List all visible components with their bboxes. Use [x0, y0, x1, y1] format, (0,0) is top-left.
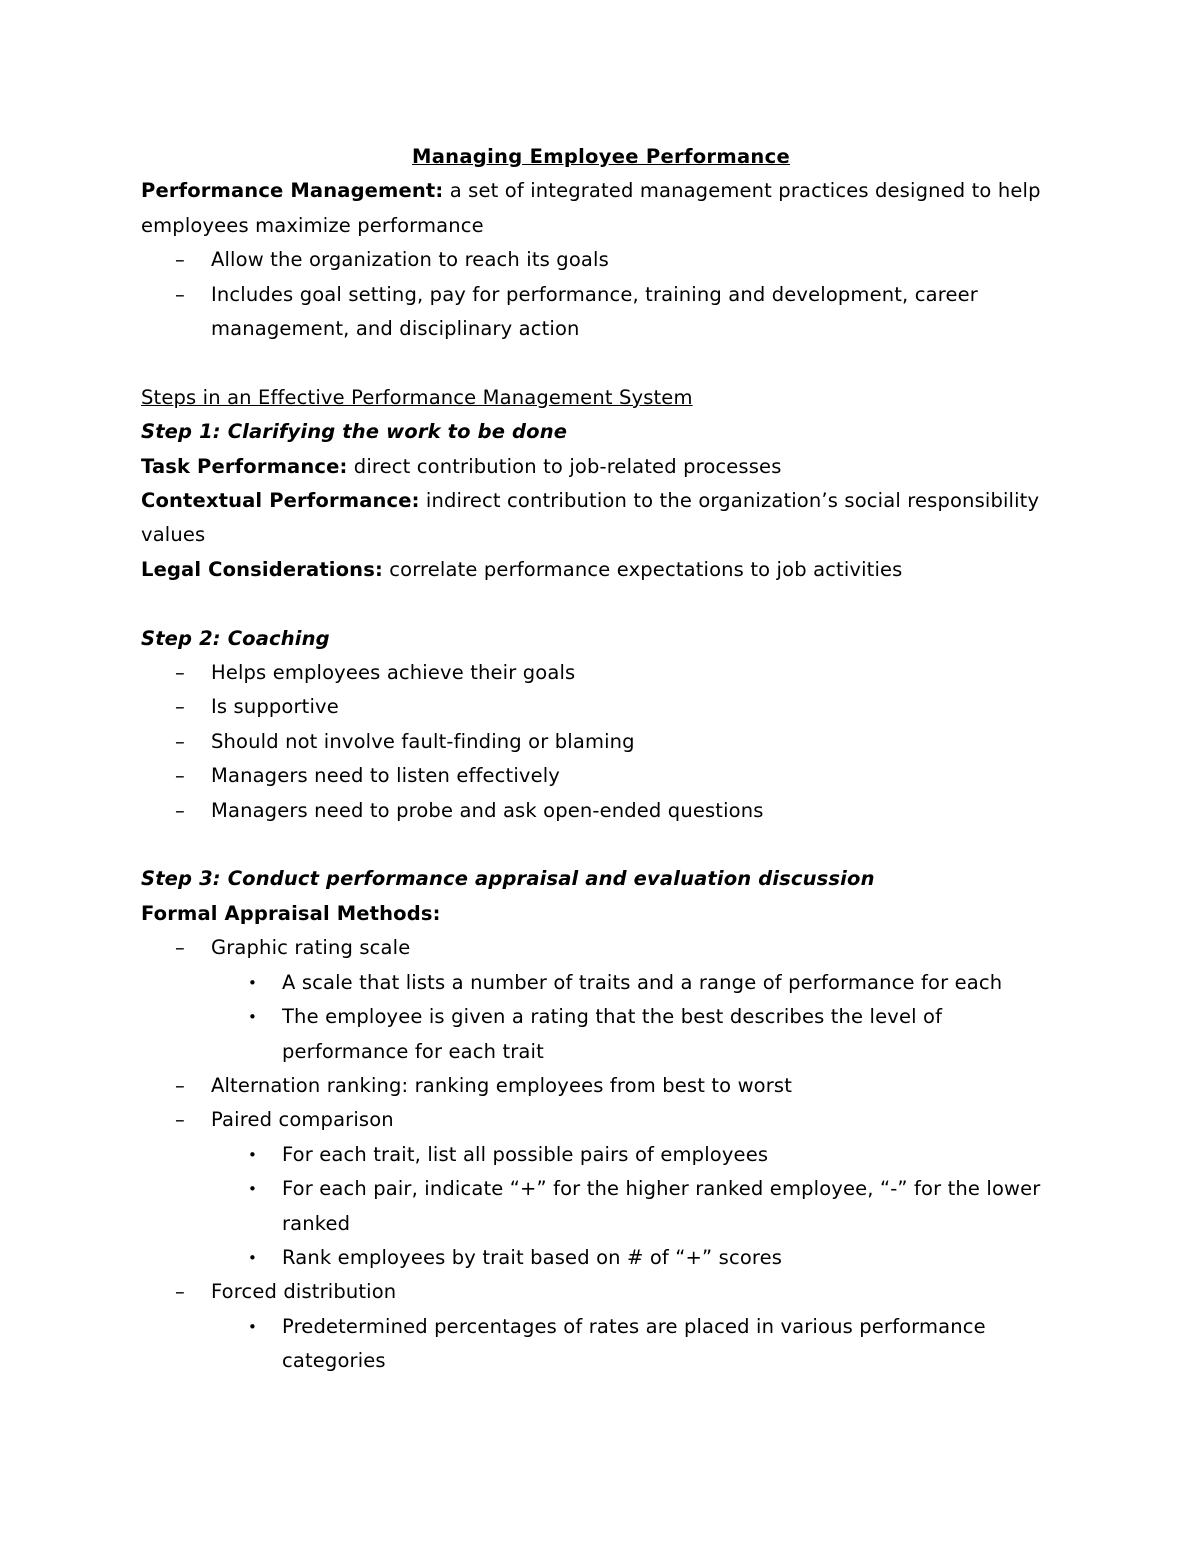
list-item: – Allow the organization to reach its goals [141, 243, 1061, 277]
dash-marker: – [175, 1280, 185, 1304]
list-item: – Managers need to listen effectively [141, 759, 1061, 793]
sub-list-item: • For each trait, list all possible pairs of employees [141, 1138, 1061, 1172]
sub-list-item: • The employee is given a rating that the best describes the level of [141, 1000, 1061, 1034]
sub-list-item-cont: ranked [282, 1211, 351, 1235]
sub-list-item-cont: performance for each trait [282, 1039, 544, 1063]
bullet-marker: • [248, 1317, 257, 1336]
pm-definition-line [141, 174, 1061, 208]
step3-heading: Step 3: Conduct performance appraisal and evaluation discussion [141, 867, 875, 891]
list-item: – Is supportive [141, 690, 1061, 724]
list-item: – Paired comparison [141, 1103, 1061, 1137]
pm-definition-cont: employees maximize performance [141, 213, 484, 237]
list-item: – Includes goal setting, pay for performance, training and development, career [141, 278, 1061, 312]
dash-marker: – [175, 695, 185, 719]
bullet-marker: • [248, 1248, 257, 1267]
bullet-marker: • [248, 1180, 257, 1199]
dash-marker: – [175, 248, 185, 272]
document-page [141, 140, 1061, 1379]
dash-marker: – [175, 661, 185, 685]
bullet-marker: • [248, 1008, 257, 1027]
dash-marker: – [175, 1108, 185, 1132]
legal-considerations-line: Legal Considerations: correlate performance expectations to job activities [141, 557, 903, 581]
bullet-marker: • [248, 973, 257, 992]
pm-term: Performance Management: [141, 179, 444, 203]
list-item: – Helps employees achieve their goals [141, 656, 1061, 690]
document-title: Managing Employee Performance [412, 145, 790, 168]
dash-marker: – [175, 798, 185, 822]
pm-definition: a set of integrated management practices designed to help [443, 179, 1041, 203]
list-item: – Forced distribution [141, 1275, 1061, 1309]
list-item-cont: management, and disciplinary action [211, 317, 580, 341]
contextual-performance-cont: values [141, 523, 206, 547]
dash-marker: – [175, 282, 185, 306]
list-item: – Alternation ranking: ranking employees from best to worst [141, 1069, 1061, 1103]
dash-marker: – [175, 1073, 185, 1097]
dash-marker: – [175, 936, 185, 960]
contextual-performance-line: Contextual Performance: indirect contribution to the organization’s social responsibility [141, 489, 1040, 513]
steps-heading: Steps in an Effective Performance Management System [141, 385, 693, 409]
list-item: – Managers need to probe and ask open-ended questions [141, 794, 1061, 828]
dash-marker: – [175, 729, 185, 753]
dash-marker: – [175, 764, 185, 788]
list-item: – Should not involve fault-finding or blaming [141, 725, 1061, 759]
sub-list-item: • Predetermined percentages of rates are placed in various performance [141, 1310, 1061, 1344]
sub-list-item: • Rank employees by trait based on # of “+” scores [141, 1241, 1061, 1275]
step2-heading: Step 2: Coaching [141, 626, 330, 650]
sub-list-item: • A scale that lists a number of traits and a range of performance for each [141, 966, 1061, 1000]
sub-list-item: • For each pair, indicate “+” for the higher ranked employee, “-” for the lower [141, 1172, 1061, 1206]
list-item: – Graphic rating scale [141, 931, 1061, 965]
formal-appraisal-label: Formal Appraisal Methods: [141, 901, 441, 925]
step1-heading: Step 1: Clarifying the work to be done [141, 420, 568, 444]
sub-list-item-cont: categories [282, 1349, 386, 1373]
task-performance-line: Task Performance: direct contribution to job-related processes [141, 454, 782, 478]
bullet-marker: • [248, 1145, 257, 1164]
